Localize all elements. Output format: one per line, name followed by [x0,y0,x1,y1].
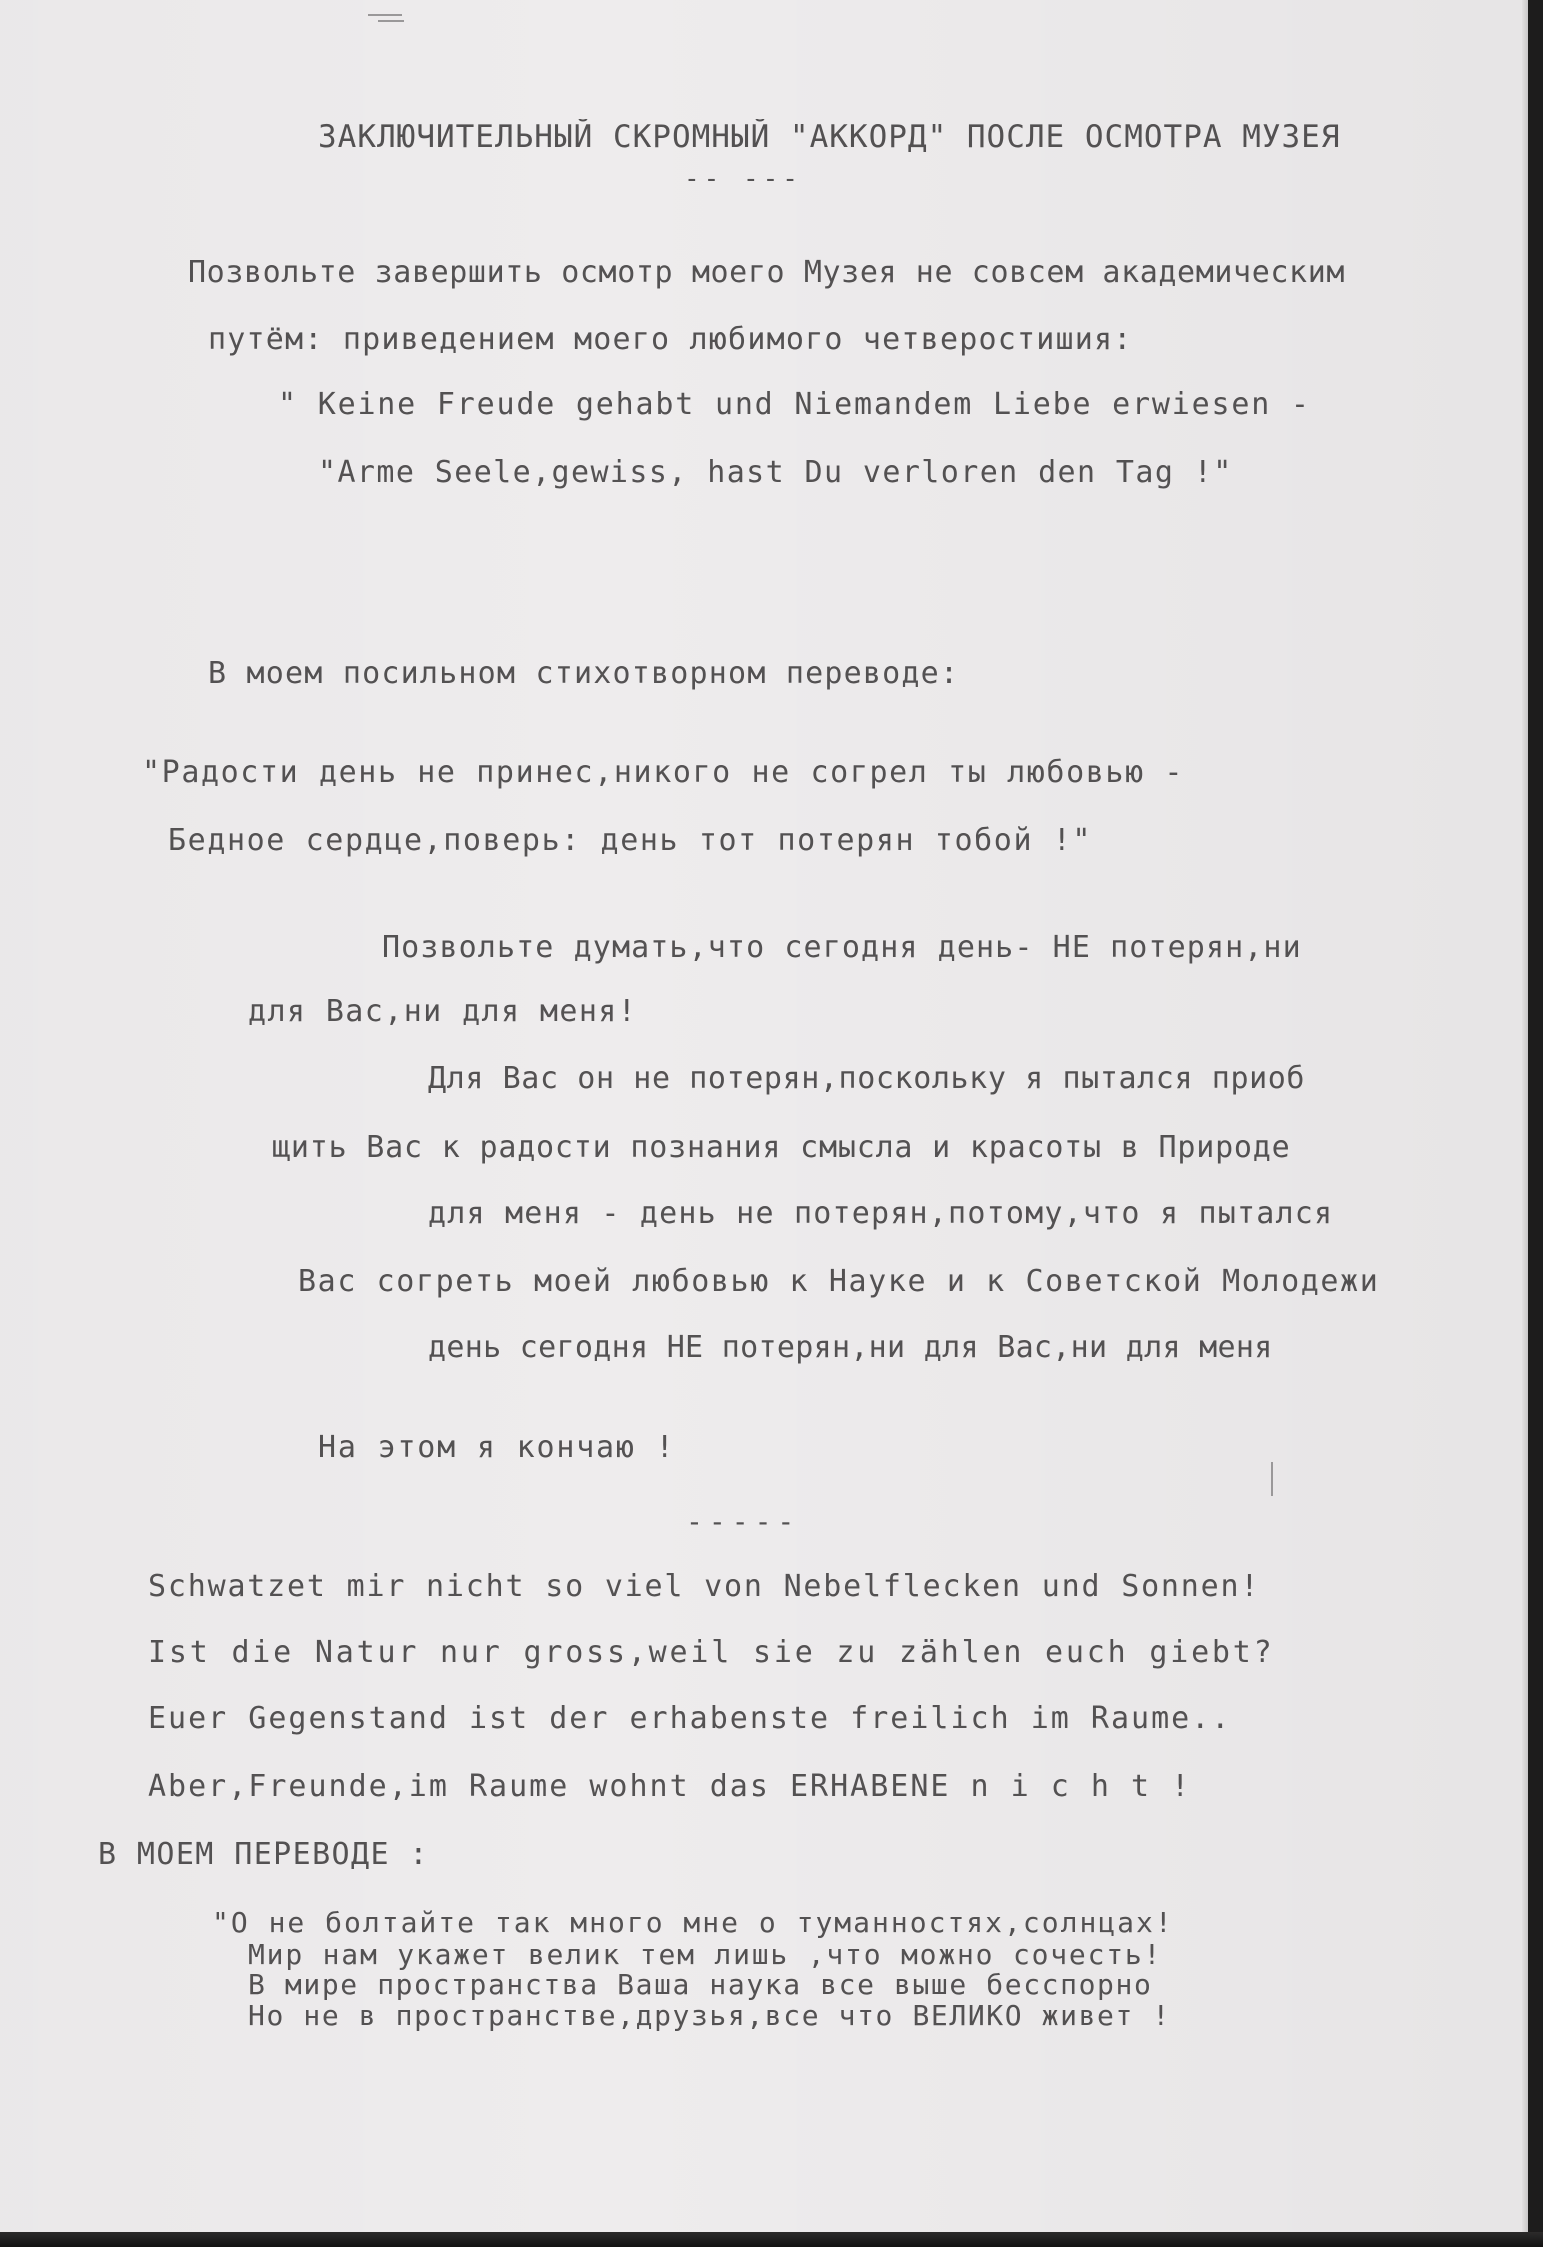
intro-line-2: путём: приведением моего любимого четверостишия: [208,322,1133,357]
main-text-line-4: щить Вас к радости познания смысла и красоты в Природе [272,1130,1291,1165]
schiller-line-2: Ist die Natur nur gross,weil sie zu zählen euch giebt? [148,1635,1275,1670]
page-edge [1522,0,1528,2232]
closing-line: На этом я кончаю ! [318,1430,676,1465]
verse-translation-label: В МОЕМ ПЕРЕВОДЕ : [98,1837,429,1872]
page-bottom-shadow [0,2232,1543,2247]
main-text-line-5: для меня - день не потерян,потому,что я пытался [428,1196,1334,1231]
schiller-line-3: Euer Gegenstand ist der erhabenste freilich im Raume.. [148,1701,1232,1736]
german-quote-line-1: " Keine Freude gehabt und Niemandem Liebe erwiesen - [278,387,1311,422]
verse-translation-line-2: Мир нам укажет велик тем лишь ,что можно сочесть! [248,1938,1163,1971]
russian-quote-line-1: "Радости день не принес,никого не согрел ты любовью - [142,755,1185,790]
verse-translation-line-4: Но не в пространстве,друзья,все что ВЕЛИКО живет ! [248,1999,1171,2032]
title-underline: -- --- [684,164,802,194]
main-text-line-3: Для Вас он не потерян,поскольку я пытался приоб [428,1061,1306,1096]
section-divider: ----- [686,1505,801,1538]
verse-translation-line-3: В мире пространства Ваша наука все выше бесспорно [248,1968,1153,2001]
margin-tick [1271,1462,1273,1496]
german-quote-line-2: "Arme Seele,gewiss, hast Du verloren den Tag !" [318,455,1233,490]
russian-quote-line-2: Бедное сердце,поверь: день тот потерян тобой !" [168,823,1093,858]
schiller-line-1: Schwatzet mir nicht so viel von Nebelflecken und Sonnen! [148,1569,1261,1604]
main-text-line-7: день сегодня НЕ потерян,ни для Вас,ни для меня [428,1330,1273,1365]
top-scribble-2 [378,20,404,22]
translation-intro: В моем посильном стихотворном переводе: [208,656,960,691]
main-text-line-6: Вас согреть моей любовью к Науке и к Советской Молодежи [298,1264,1380,1299]
top-scribble [368,14,402,16]
intro-line-1: Позвольте завершить осмотр моего Музея не совсем академическим [188,255,1346,290]
page-title: ЗАКЛЮЧИТЕЛЬНЫЙ СКРОМНЫЙ "АККОРД" ПОСЛЕ ОСМОТРА МУЗЕЯ [318,119,1341,155]
main-text-line-1: Позвольте думать,что сегодня день- НЕ потерян,ни [382,930,1302,965]
schiller-line-4: Aber,Freunde,im Raume wohnt das ERHABENE n i c h t ! [148,1769,1192,1804]
verse-translation-line-1: "О не болтайте так много мне о туманностях,солнцах! [212,1906,1174,1939]
main-text-line-2: для Вас,ни для меня! [248,994,638,1029]
